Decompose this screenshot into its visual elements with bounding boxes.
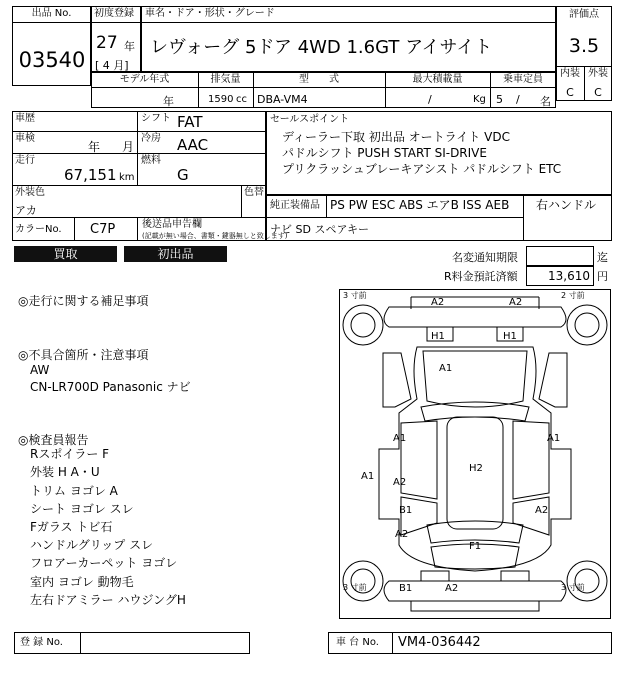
divider: [392, 632, 393, 654]
divider: [523, 195, 524, 241]
damage-mark: A2: [431, 297, 445, 308]
interior-grade: C: [566, 86, 574, 99]
registration-label: 登 録 No.: [20, 637, 63, 648]
genuine-items: PS PW ESC ABS エアB ISS AEB: [330, 198, 510, 212]
inspector-item: 室内 ヨゴレ 動物毛: [30, 575, 134, 589]
color-no-label: カラーNo.: [15, 224, 62, 235]
divider: [12, 22, 91, 23]
chassis-label: 車 台 No.: [336, 637, 379, 648]
first-reg-month: [ 4 月]: [95, 59, 129, 72]
sales-point-line: プリクラッシュブレーキアシスト パドルシフト ETC: [282, 162, 562, 176]
damage-mark: B1: [399, 583, 413, 594]
damage-mark: H1: [431, 331, 445, 342]
divider: [266, 217, 523, 218]
fuel-value: G: [177, 166, 189, 184]
capacity-label: 乗車定員: [503, 74, 543, 85]
damage-mark: A1: [439, 363, 453, 374]
damage-mark: A2: [395, 529, 409, 540]
exterior-color-value: アカ: [15, 204, 37, 217]
name-change-field: [526, 246, 594, 266]
handle-value: 右ハンドル: [536, 198, 597, 212]
damage-mark: A2: [535, 505, 549, 516]
car-name-label: 車名・ドア・形状・グレード: [145, 8, 275, 19]
lot-label: 出品 No.: [31, 8, 72, 19]
divider: [12, 131, 137, 132]
sales-point-line: ディーラー下取 初出品 オートライト VDC: [282, 130, 510, 144]
color-no-value: C7P: [90, 222, 116, 237]
badge-kaitori: 買取: [14, 246, 117, 262]
diagram-corner-bl: 3 寸前: [343, 583, 367, 592]
driving-remarks-label: ◎走行に関する補足事項: [18, 294, 149, 308]
model-year-label: モデル年式: [119, 74, 170, 85]
sales-point-line: パドルシフト PUSH START SI-DRIVE: [282, 146, 487, 160]
damage-mark: A2: [445, 583, 459, 594]
damage-mark: A2: [509, 297, 523, 308]
divider: [74, 217, 75, 241]
recycle-label: R料金預託済額: [444, 270, 518, 283]
type-value: DBA-VM4: [257, 93, 308, 106]
displacement-value: 1590: [208, 94, 234, 105]
divider: [12, 217, 266, 218]
genuine-label: 純正装備品: [270, 200, 320, 211]
damage-mark: A1: [393, 433, 407, 444]
inspector-item: シート ヨゴレ スレ: [30, 502, 134, 516]
shift-label: シフト: [141, 113, 171, 124]
divider: [326, 195, 327, 217]
damage-mark: F1: [469, 541, 482, 552]
history-label: 車歴: [15, 113, 35, 124]
mileage-label: 走行: [15, 155, 35, 166]
name-change-label: 名変通知期限: [452, 251, 518, 264]
defects-label: ◎不具合箇所・注意事項: [18, 348, 149, 362]
defect-item: AW: [30, 363, 50, 377]
divider: [241, 185, 242, 217]
diagram-corner-tl: 3 寸前: [343, 291, 367, 300]
damage-mark: B1: [399, 505, 413, 516]
inspector-item: ハンドルグリップ スレ: [30, 538, 154, 552]
recycle-amount: 13,610: [548, 269, 590, 283]
damage-mark: A2: [393, 477, 407, 488]
divider: [137, 111, 138, 185]
shaken-month: 月: [122, 140, 135, 154]
ac-label: 冷房: [141, 133, 161, 144]
diagram-corner-tr: 2 寸前: [561, 291, 585, 300]
sales-point-label: セールスポイント: [270, 114, 350, 125]
capacity-sep: /: [516, 93, 520, 106]
diagram-corner-br: 3 寸前: [561, 583, 585, 592]
first-reg-year-unit: 年: [124, 40, 135, 53]
inspector-item: 左右ドアミラー ハウジングH: [30, 593, 186, 607]
mileage-unit: km: [119, 172, 135, 183]
ac-value: AAC: [177, 136, 209, 154]
score-value: 3.5: [568, 35, 600, 57]
type-label: 型 式: [299, 74, 339, 85]
divider: [12, 153, 266, 154]
inspector-item: フロアーカーペット ヨゴレ: [30, 556, 178, 570]
chassis-number: VM4-036442: [398, 635, 481, 650]
divider: [137, 131, 266, 132]
exterior-label: 外装: [588, 68, 608, 79]
max-load-sep: /: [428, 93, 432, 106]
inspector-item: Fガラス トビ石: [30, 520, 113, 534]
shift-value: FAT: [177, 113, 203, 131]
car-name: レヴォーグ 5ドア 4WD 1.6GT アイサイト: [150, 37, 493, 58]
interior-label: 内装: [560, 68, 580, 79]
shaken-year: 年: [88, 140, 101, 154]
exterior-grade: C: [594, 86, 602, 99]
mileage-value: 67,151: [64, 166, 117, 184]
capacity-unit: 名: [540, 95, 551, 108]
exterior-color-label: 外装色: [15, 187, 45, 198]
inspector-label: ◎検査員報告: [18, 433, 89, 447]
name-change-unit: 迄: [597, 251, 608, 264]
damage-mark: A1: [361, 471, 375, 482]
score-label: 評価点: [569, 9, 599, 20]
model-year-unit: 年: [163, 95, 174, 108]
inspector-item: 外装 H A・U: [30, 465, 100, 479]
inspector-item: トリム ヨゴレ A: [30, 484, 118, 498]
postmarket-label: 後送品申告欄: [142, 219, 202, 230]
lot-number: 03540: [18, 48, 86, 72]
first-reg-year: 27: [96, 33, 118, 53]
damage-mark: H1: [503, 331, 517, 342]
divider: [137, 217, 138, 241]
damage-mark: H2: [469, 463, 483, 474]
badge-first-listing: 初出品: [124, 246, 227, 262]
capacity-value: 5: [496, 93, 503, 106]
max-load-label: 最大積載量: [412, 74, 463, 85]
other-items: ナビ SD スペアキー: [270, 223, 370, 236]
first-reg-label: 初度登録: [94, 8, 134, 19]
repaint-label: 色替: [244, 187, 264, 198]
car-damage-diagram: [339, 289, 611, 619]
displacement-label: 排気量: [210, 74, 241, 85]
postmarket-note: (記載が無い場合、書類・鍵器無しと致します): [142, 232, 288, 240]
displacement-unit: cc: [236, 94, 247, 105]
divider: [91, 87, 556, 88]
defect-item: CN-LR700D Panasonic ナビ: [30, 380, 191, 394]
divider: [12, 185, 266, 186]
divider: [80, 632, 81, 654]
max-load-unit: Kg: [473, 94, 486, 105]
inspector-item: Rスポイラー F: [30, 447, 110, 461]
shaken-label: 車検: [15, 133, 35, 144]
recycle-unit: 円: [597, 270, 608, 283]
damage-mark: A1: [547, 433, 561, 444]
fuel-label: 燃料: [141, 155, 161, 166]
